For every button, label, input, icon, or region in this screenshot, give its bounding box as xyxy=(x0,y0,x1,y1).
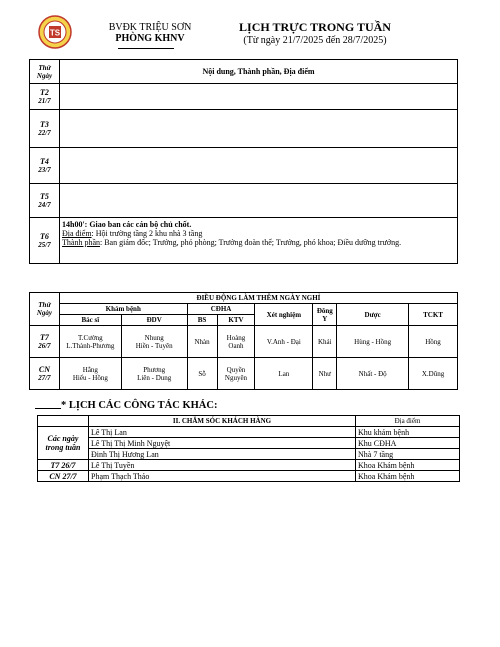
col-header-customer-care: II. CHĂM SÓC KHÁCH HÀNG xyxy=(89,416,356,427)
date-range: (Từ ngày 21/7/2025 đến 28/7/2025) xyxy=(243,35,387,46)
table-row xyxy=(38,449,460,460)
group-label: Các ngày trong tuần xyxy=(38,427,89,460)
day-cell: T2 21/7 xyxy=(30,84,60,110)
weekly-schedule-table xyxy=(29,59,458,264)
friday-content xyxy=(60,218,458,264)
cell-duoc: Hùng - Hồng xyxy=(337,326,409,358)
col-header-dong-y: Đông Y xyxy=(313,304,337,326)
cell-location: Khoa Khám bệnh xyxy=(356,460,460,471)
cell-name: Lê Thị Thị Minh Nguyệt xyxy=(89,438,356,449)
page-title: LỊCH TRỰC TRONG TUẦN xyxy=(239,20,391,34)
col-header-tckt: TCKT xyxy=(409,304,458,326)
cell-dong-y: Như xyxy=(313,358,337,390)
org-name: BVĐK TRIỆU SƠN xyxy=(108,22,192,33)
meeting-location: Địa điểm: Hội trường tầng 2 khu nhà 3 tầng xyxy=(62,229,203,238)
cell-ktv: Quyền Nguyên xyxy=(217,358,255,390)
day-label: CN 27/7 xyxy=(38,471,89,482)
schedule-row xyxy=(30,148,458,184)
schedule-row xyxy=(30,218,458,264)
cell-ktv: Hoàng Oanh xyxy=(217,326,255,358)
col-header-ktv: KTV xyxy=(217,315,255,326)
schedule-row xyxy=(30,110,458,148)
table-row xyxy=(38,438,460,449)
cell-bac-si: Hằng Hiếu - Hồng xyxy=(59,358,121,390)
col-header-duoc: Dược xyxy=(337,304,409,326)
cell-ddv: Phương Liên - Dung xyxy=(121,358,187,390)
hospital-logo xyxy=(38,15,72,49)
cell-bs: Sỗ xyxy=(187,358,217,390)
day-cell: CN 27/7 xyxy=(30,358,60,390)
col-header-cdha: CĐHA xyxy=(187,304,255,315)
col-header-day: Thứ Ngày xyxy=(30,60,60,84)
table-row xyxy=(30,358,458,390)
cell-bac-si: T.Cường L.Thành-Phương xyxy=(59,326,121,358)
schedule-row xyxy=(30,184,458,218)
table-row xyxy=(38,427,460,438)
col-header-day: Thứ Ngày xyxy=(30,293,60,326)
col-header-bs: BS xyxy=(187,315,217,326)
cell-name: Lê Thị Tuyền xyxy=(89,460,356,471)
cell-name: Đinh Thị Hương Lan xyxy=(89,449,356,460)
cell-xet-nghiem: V.Anh - Đại xyxy=(255,326,313,358)
col-header-ddv: ĐDV xyxy=(121,315,187,326)
day-cell: T4 23/7 xyxy=(30,148,60,184)
col-header-location: Địa điểm xyxy=(356,416,460,427)
table-row xyxy=(38,471,460,482)
col-header-kham-benh: Khám bệnh xyxy=(59,304,187,315)
day-cell: T3 22/7 xyxy=(30,110,60,148)
dept-name: PHÒNG KHNV xyxy=(115,33,185,44)
other-tasks-heading: * LỊCH CÁC CÔNG TÁC KHÁC: xyxy=(61,400,218,411)
cell-location: Nhà 7 tầng xyxy=(356,449,460,460)
day-cell: T6 25/7 xyxy=(30,218,60,264)
col-header-bac-si: Bác sĩ xyxy=(59,315,121,326)
cell-tckt: X.Dũng xyxy=(409,358,458,390)
cell-location: Khoa Khám bệnh xyxy=(356,471,460,482)
cell-name: Phạm Thạch Thảo xyxy=(89,471,356,482)
overtime-title: ĐIỀU ĐỘNG LÀM THÊM NGÀY NGHỈ xyxy=(59,293,457,304)
table-row xyxy=(30,326,458,358)
meeting-line: 14h00': Giao ban các cán bộ chủ chốt. xyxy=(62,220,192,229)
day-cell: T7 26/7 xyxy=(30,326,60,358)
cell-location: Khu khám bệnh xyxy=(356,427,460,438)
heading-rule xyxy=(35,408,61,409)
customer-care-table xyxy=(37,415,460,482)
overtime-table xyxy=(29,292,458,390)
col-header-xet-nghiem: Xét nghiệm xyxy=(255,304,313,326)
cell-bs: Nhàn xyxy=(187,326,217,358)
logo-initials: TS xyxy=(49,28,61,38)
table-row xyxy=(38,460,460,471)
header-divider xyxy=(118,48,174,49)
cell-name: Lê Thị Lan xyxy=(89,427,356,438)
day-label: T7 26/7 xyxy=(38,460,89,471)
meeting-participants: Thành phần: Ban giám đốc; Trưởng, phó phòng; Trưởng đoàn thể; Trưởng, phó khoa; Điều dưỡng trưởng. xyxy=(62,238,402,247)
cell-dong-y: Khải xyxy=(313,326,337,358)
schedule-row xyxy=(30,84,458,110)
cell-ddv: Nhung Hiền - Tuyên xyxy=(121,326,187,358)
col-header-content: Nội dung, Thành phần, Địa điểm xyxy=(60,60,458,84)
cell-location: Khu CĐHA xyxy=(356,438,460,449)
cell-tckt: Hồng xyxy=(409,326,458,358)
cell-xet-nghiem: Lan xyxy=(255,358,313,390)
cell-duoc: Nhất - Độ xyxy=(337,358,409,390)
day-cell: T5 24/7 xyxy=(30,184,60,218)
